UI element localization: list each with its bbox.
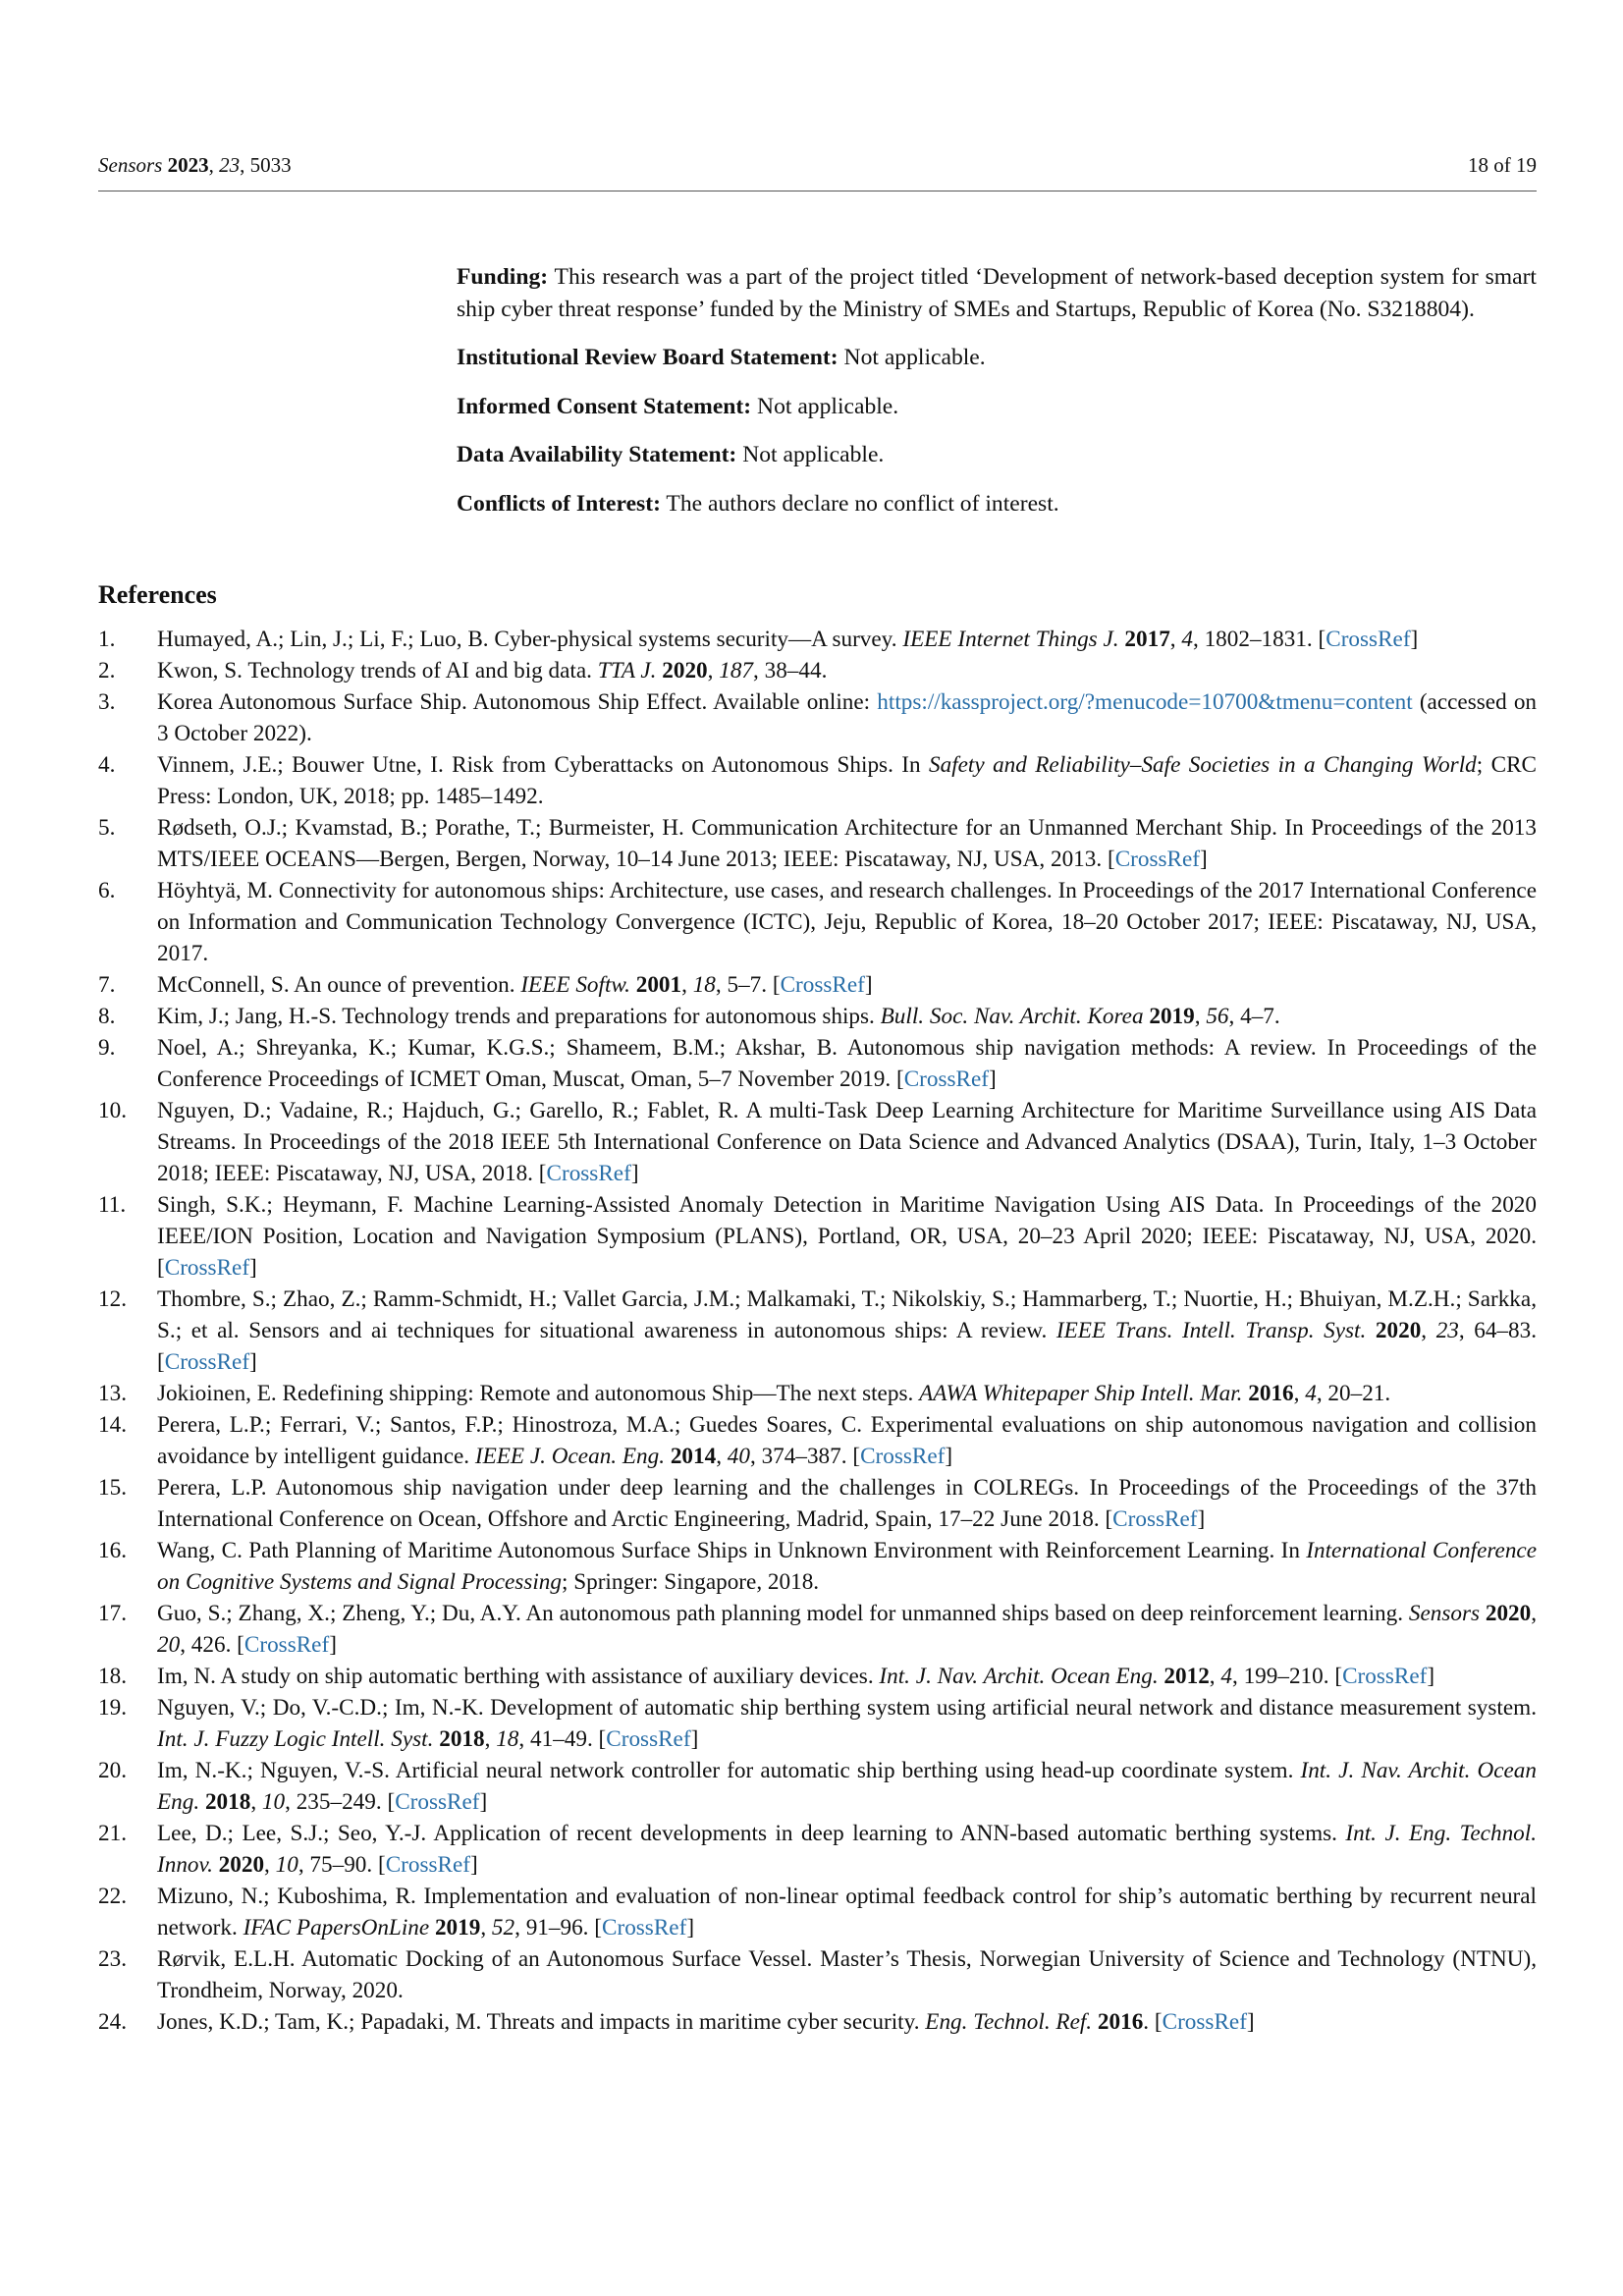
- crossref-link[interactable]: CrossRef: [546, 1161, 631, 1186]
- reference-text: , 91–96. [: [514, 1915, 602, 1941]
- reference-text: 2018: [439, 1726, 485, 1752]
- reference-text: ,: [264, 1852, 276, 1878]
- journal-citation: Sensors 2023, 23, 5033: [98, 153, 292, 177]
- reference-text: Noel, A.; Shreyanka, K.; Kumar, K.G.S.; Shameem, B.M.; Akshar, B. Autonomous ship navigation methods: A review. In Proceedings of the Conference Proceedings of ICMET Oman, Muscat, Oman, 5–7 November 2019. [: [157, 1035, 1537, 1092]
- crossref-link[interactable]: CrossRef: [395, 1789, 480, 1815]
- reference-text: Kim, J.; Jang, H.-S. Technology trends and preparations for autonomous ships.: [157, 1004, 881, 1029]
- reference-text: . [: [1143, 2009, 1163, 2035]
- statement-label: Conflicts of Interest:: [457, 490, 661, 517]
- reference-number: 14.: [98, 1412, 127, 1438]
- reference-text: IEEE Trans. Intell. Transp. Syst.: [1055, 1318, 1367, 1343]
- reference-text: Humayed, A.; Lin, J.; Li, F.; Luo, B. Cyber-physical systems security—A survey.: [157, 627, 903, 652]
- reference-text: Singh, S.K.; Heymann, F. Machine Learning-Assisted Anomaly Detection in Maritime Navigation Using AIS Data. In Proceedings of the 2020 IEEE/ION Position, Location and Navigation Symposium (PLANS), Portland, OR, USA, 20–23 April 2020; IEEE: Piscataway, NJ, USA, 2020. [: [157, 1192, 1537, 1281]
- back-matter: [457, 261, 1537, 536]
- reference-text: Sensors: [1408, 1601, 1480, 1626]
- reference-text: 56: [1206, 1004, 1229, 1029]
- reference-text: ,: [681, 972, 693, 998]
- reference-text: , 75–90. [: [298, 1852, 386, 1878]
- reference-text: ,: [1531, 1601, 1538, 1626]
- reference-item: [98, 749, 1537, 812]
- reference-text: ]: [479, 1789, 488, 1815]
- reference-item: [98, 1755, 1537, 1818]
- crossref-link[interactable]: CrossRef: [860, 1444, 946, 1469]
- reference-number: 15.: [98, 1475, 127, 1501]
- reference-text: ]: [1410, 627, 1419, 652]
- reference-text: ,: [484, 1726, 497, 1752]
- reference-text: International Conference on Cognitive Systems and Signal Processing: [157, 1538, 1538, 1595]
- reference-item: [98, 1032, 1537, 1095]
- reference-text: ; CRC Press: London, UK, 2018; pp. 1485–1492.: [157, 752, 1537, 809]
- reference-item: [98, 1189, 1537, 1284]
- crossref-link[interactable]: CrossRef: [606, 1726, 691, 1752]
- reference-text: ]: [864, 972, 873, 998]
- reference-item: [98, 655, 1537, 686]
- reference-text: , 64–83. [: [157, 1318, 1538, 1375]
- reference-text: , 5–7. [: [715, 972, 781, 998]
- crossref-link[interactable]: CrossRef: [164, 1349, 250, 1375]
- statement-label: Data Availability Statement:: [457, 442, 737, 467]
- reference-text: ]: [989, 1066, 997, 1092]
- reference-text: ]: [690, 1726, 699, 1752]
- reference-text: 10: [261, 1789, 286, 1815]
- reference-text: 2019: [1149, 1004, 1195, 1029]
- reference-text: 23: [1435, 1318, 1459, 1343]
- crossref-link[interactable]: CrossRef: [602, 1915, 687, 1941]
- reference-number: 7.: [98, 972, 116, 998]
- reference-text: ]: [329, 1632, 337, 1658]
- reference-item: [98, 1943, 1537, 2006]
- reference-text: (accessed on 3 October 2022).: [157, 689, 1538, 746]
- reference-text: Int. J. Nav. Archit. Ocean Eng.: [157, 1758, 1537, 1815]
- reference-number: 19.: [98, 1695, 127, 1721]
- reference-number: 16.: [98, 1538, 127, 1563]
- reference-text: 4: [1305, 1381, 1317, 1406]
- statement-text: This research was a part of the project titled ‘Development of network-based deception system for smart ship cyber threat response’ funded by the Ministry of SMEs and Startups, Republic of Korea (No. S3218804).: [457, 264, 1537, 322]
- reference-text: 2012: [1163, 1664, 1210, 1689]
- informed-consent-statement: [457, 391, 1537, 423]
- reference-item: [98, 1284, 1537, 1378]
- journal-name: Sensors: [98, 153, 163, 177]
- crossref-link[interactable]: CrossRef: [1342, 1664, 1428, 1689]
- reference-text: Rødseth, O.J.; Kvamstad, B.; Porathe, T.; Burmeister, H. Communication Architecture for an Unmanned Merchant Ship. In Proceedings of the 2013 MTS/IEEE OCEANS—Bergen, Bergen, Norway, 10–14 June 2013; IEEE: Piscataway, NJ, USA, 2013. [: [157, 815, 1537, 872]
- crossref-link[interactable]: CrossRef: [243, 1632, 330, 1658]
- reference-text: Lee, D.; Lee, S.J.; Seo, Y.-J. Application of recent developments in deep learning to ANN-based automatic berthing systems.: [157, 1821, 1346, 1846]
- reference-text: Perera, L.P. Autonomous ship navigation under deep learning and the challenges in COLREGs. In Proceedings of the Proceedings of the 37th International Conference on Ocean, Offshore and Arctic Engineering, Madrid, Spain, 17–22 June 2018. [: [157, 1475, 1537, 1532]
- funding-statement: [457, 261, 1537, 325]
- reference-text: 20: [157, 1632, 181, 1658]
- crossref-link[interactable]: CrossRef: [1114, 847, 1200, 872]
- reference-text: Wang, C. Path Planning of Maritime Autonomous Surface Ships in Unknown Environment with Reinforcement Learning. In: [157, 1538, 1307, 1563]
- reference-text: ]: [470, 1852, 478, 1878]
- reference-number: 8.: [98, 1004, 116, 1029]
- reference-item: [98, 1818, 1537, 1881]
- reference-text: Safety and Reliability–Safe Societies in a Changing World: [929, 752, 1477, 778]
- reference-text: Int. J. Eng. Technol. Innov.: [157, 1821, 1537, 1878]
- reference-text: 2020: [1485, 1601, 1532, 1626]
- reference-text: ,: [250, 1789, 262, 1815]
- reference-number: 18.: [98, 1664, 127, 1689]
- statement-text: Not applicable.: [757, 393, 899, 419]
- reference-text: McConnell, S. An ounce of prevention.: [157, 972, 521, 998]
- crossref-link[interactable]: CrossRef: [780, 972, 865, 998]
- reference-text: ,: [716, 1444, 728, 1469]
- reference-text: Jones, K.D.; Tam, K.; Papadaki, M. Threats and impacts in maritime cyber security.: [157, 2009, 926, 2035]
- statement-label: Funding:: [457, 264, 549, 290]
- reference-text: ]: [1427, 1664, 1435, 1689]
- reference-text: , 1802–1831. [: [1192, 627, 1326, 652]
- reference-text: 40: [727, 1444, 750, 1469]
- conflicts-statement: [457, 488, 1537, 520]
- reference-text: Höyhtyä, M. Connectivity for autonomous ships: Architecture, use cases, and research challenges. In Proceedings of the 2017 International Conference on Information and Communication Technology Convergence (ICTC), Jeju, Republic of Korea, 18–20 October 2017; IEEE: Piscataway, NJ, USA, 2017.: [157, 878, 1537, 966]
- reference-number: 9.: [98, 1035, 116, 1061]
- reference-number: 4.: [98, 752, 116, 778]
- reference-item: [98, 1409, 1537, 1472]
- page-header: [98, 153, 1537, 178]
- reference-number: 17.: [98, 1601, 127, 1626]
- reference-text: 2018: [204, 1789, 251, 1815]
- reference-item: [98, 1661, 1537, 1692]
- reference-number: 11.: [98, 1192, 127, 1218]
- reference-text: 2019: [434, 1915, 481, 1941]
- reference-text: 18: [692, 972, 716, 998]
- reference-text: 2020: [1375, 1318, 1422, 1343]
- statement-text: Not applicable.: [843, 345, 986, 370]
- statement-label: Institutional Review Board Statement:: [457, 345, 839, 370]
- reference-number: 21.: [98, 1821, 127, 1846]
- reference-text: ,: [1293, 1381, 1306, 1406]
- reference-text: Guo, S.; Zhang, X.; Zheng, Y.; Du, A.Y. An autonomous path planning model for unmanned ships based on deep reinforcement learning.: [157, 1601, 1409, 1626]
- page-number: 18 of 19: [1468, 153, 1537, 177]
- reference-text: , 4–7.: [1228, 1004, 1280, 1029]
- reference-number: 6.: [98, 878, 116, 903]
- reference-item: [98, 1001, 1537, 1032]
- reference-text: 2016: [1097, 2009, 1144, 2035]
- reference-number: 12.: [98, 1286, 127, 1312]
- reference-text: , 374–387. [: [749, 1444, 861, 1469]
- reference-text: Nguyen, V.; Do, V.-C.D.; Im, N.-K. Development of automatic ship berthing system using artificial neural network and distance measurement system.: [157, 1695, 1537, 1721]
- reference-text: ,: [1194, 1004, 1207, 1029]
- reference-text: [1366, 1318, 1376, 1343]
- reference-text: ; Springer: Singapore, 2018.: [561, 1569, 820, 1595]
- reference-text: 2014: [670, 1444, 717, 1469]
- reference-number: 23.: [98, 1946, 127, 1972]
- reference-number: 10.: [98, 1098, 127, 1123]
- crossref-link[interactable]: CrossRef: [903, 1066, 990, 1092]
- reference-text: 4: [1220, 1664, 1232, 1689]
- reference-text: Kwon, S. Technology trends of AI and big data.: [157, 658, 598, 683]
- reference-url-link[interactable]: https://kassproject.org/?menucode=10700&tmenu=content: [877, 689, 1413, 715]
- reference-text: ]: [1200, 847, 1208, 872]
- reference-item: [98, 969, 1537, 1001]
- reference-text: Perera, L.P.; Ferrari, V.; Santos, F.P.; Hinostroza, M.A.; Guedes Soares, C. Experimental evaluations on ship autonomous navigation and collision avoidance by intelligent guidance.: [157, 1412, 1537, 1469]
- reference-text: ]: [1246, 2009, 1255, 2035]
- reference-text: , 38–44.: [753, 658, 828, 683]
- reference-text: Int. J. Fuzzy Logic Intell. Syst.: [157, 1726, 434, 1752]
- reference-text: Mizuno, N.; Kuboshima, R. Implementation and evaluation of non-linear optimal feedback control for ship’s automatic berthing by recurrent neural network.: [157, 1884, 1537, 1941]
- references-heading: References: [98, 580, 217, 609]
- reference-text: , 20–21.: [1316, 1381, 1391, 1406]
- reference-text: 2020: [662, 658, 708, 683]
- reference-text: , 41–49. [: [518, 1726, 607, 1752]
- reference-item: [98, 1095, 1537, 1189]
- reference-number: 1.: [98, 627, 116, 652]
- crossref-link[interactable]: CrossRef: [1112, 1506, 1198, 1532]
- reference-text: , 426. [: [180, 1632, 244, 1658]
- reference-text: 2017: [1124, 627, 1170, 652]
- reference-text: ,: [1169, 627, 1182, 652]
- reference-number: 5.: [98, 815, 116, 841]
- reference-item: [98, 686, 1537, 749]
- reference-number: 20.: [98, 1758, 127, 1783]
- reference-item: [98, 812, 1537, 875]
- reference-number: 2.: [98, 658, 116, 683]
- reference-text: ]: [249, 1255, 257, 1281]
- reference-text: ]: [945, 1444, 953, 1469]
- journal-volume: 23: [219, 153, 241, 177]
- reference-text: Im, N. A study on ship automatic berthing with assistance of auxiliary devices.: [157, 1664, 880, 1689]
- reference-text: Bull. Soc. Nav. Archit. Korea: [880, 1004, 1144, 1029]
- reference-text: ,: [707, 658, 720, 683]
- reference-text: Vinnem, J.E.; Bouwer Utne, I. Risk from Cyberattacks on Autonomous Ships. In: [157, 752, 930, 778]
- reference-text: Im, N.-K.; Nguyen, V.-S. Artificial neural network controller for automatic ship berthing using head-up coordinate system.: [157, 1758, 1301, 1783]
- reference-text: IEEE Softw.: [520, 972, 630, 998]
- reference-text: ]: [630, 1161, 639, 1186]
- crossref-link[interactable]: CrossRef: [1162, 2009, 1247, 2035]
- reference-item: [98, 1535, 1537, 1598]
- reference-number: 13.: [98, 1381, 127, 1406]
- reference-text: ,: [1421, 1318, 1436, 1343]
- statement-text: Not applicable.: [742, 442, 885, 467]
- article-number: 5033: [249, 153, 292, 177]
- reference-text: Nguyen, D.; Vadaine, R.; Hajduch, G.; Garello, R.; Fablet, R. A multi-Task Deep Learning Architecture for Maritime Surveillance using AIS Data Streams. In Proceedings of the 2018 IEEE 5th International Conference on Data Science and Advanced Analytics (DSAA), Turin, Italy, 1–3 October 2018; IEEE: Piscataway, NJ, USA, 2018. [: [157, 1098, 1537, 1186]
- reference-text: ,: [1209, 1664, 1221, 1689]
- reference-text: TTA J.: [597, 658, 657, 683]
- reference-text: AAWA Whitepaper Ship Intell. Mar.: [919, 1381, 1243, 1406]
- reference-text: 2020: [218, 1852, 265, 1878]
- reference-number: 24.: [98, 2009, 127, 2035]
- reference-text: ,: [480, 1915, 492, 1941]
- reference-item: [98, 1881, 1537, 1943]
- reference-text: IEEE Internet Things J.: [902, 627, 1119, 652]
- references-list: [98, 624, 1537, 2038]
- reference-item: [98, 1598, 1537, 1661]
- reference-item: [98, 624, 1537, 655]
- reference-text: 10: [275, 1852, 298, 1878]
- data-availability-statement: [457, 439, 1537, 471]
- reference-number: 3.: [98, 689, 116, 715]
- reference-text: Rørvik, E.L.H. Automatic Docking of an Autonomous Surface Vessel. Master’s Thesis, Norwegian University of Science and Technology (NTNU), Trondheim, Norway, 2020.: [157, 1946, 1537, 2003]
- reference-text: 4: [1181, 627, 1193, 652]
- reference-text: , 199–210. [: [1231, 1664, 1343, 1689]
- reference-text: Thombre, S.; Zhao, Z.; Ramm-Schmidt, H.; Vallet Garcia, J.M.; Malkamaki, T.; Nikolskiy, S.; Hammarberg, T.; Nuortie, H.; Bhuiyan, M.Z.H.; Sarkka, S.; et al. Sensors and ai techniques for situational awareness in autonomous ships: A review.: [157, 1286, 1537, 1343]
- statement-label: Informed Consent Statement:: [457, 393, 752, 419]
- reference-text: 18: [496, 1726, 519, 1752]
- crossref-link[interactable]: CrossRef: [164, 1255, 250, 1281]
- reference-item: [98, 1472, 1537, 1535]
- journal-year: 2023: [167, 153, 209, 177]
- reference-text: ]: [686, 1915, 695, 1941]
- reference-text: IFAC PapersOnLine: [243, 1915, 430, 1941]
- reference-item: [98, 1378, 1537, 1409]
- reference-text: ]: [249, 1349, 257, 1375]
- reference-text: Int. J. Nav. Archit. Ocean Eng.: [879, 1664, 1159, 1689]
- reference-item: [98, 875, 1537, 969]
- reference-text: Korea Autonomous Surface Ship. Autonomous Ship Effect. Available online:: [157, 689, 878, 715]
- crossref-link[interactable]: CrossRef: [1325, 627, 1411, 652]
- reference-text: IEEE J. Ocean. Eng.: [474, 1444, 666, 1469]
- reference-text: ]: [1197, 1506, 1206, 1532]
- reference-item: [98, 2006, 1537, 2038]
- reference-item: [98, 1692, 1537, 1755]
- reference-text: , 235–249. [: [285, 1789, 396, 1815]
- reference-text: 187: [719, 658, 753, 683]
- reference-text: Eng. Technol. Ref.: [925, 2009, 1093, 2035]
- reference-text: 2016: [1248, 1381, 1294, 1406]
- reference-text: Jokioinen, E. Redefining shipping: Remote and autonomous Ship—The next steps.: [157, 1381, 920, 1406]
- reference-text: 2001: [635, 972, 682, 998]
- statement-text: The authors declare no conflict of interest.: [666, 490, 1059, 517]
- irb-statement: [457, 342, 1537, 374]
- crossref-link[interactable]: CrossRef: [385, 1852, 471, 1878]
- reference-text: 52: [491, 1915, 515, 1941]
- reference-number: 22.: [98, 1884, 127, 1909]
